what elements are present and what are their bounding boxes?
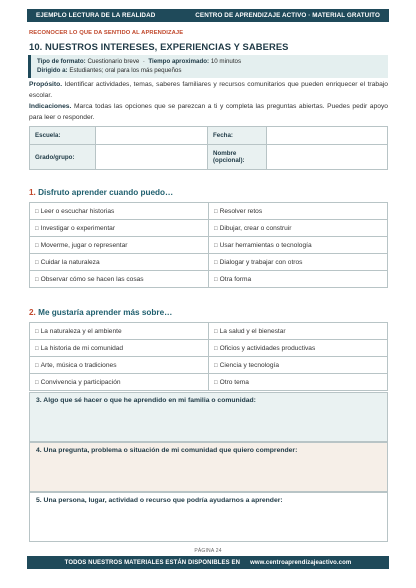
time-label: Tiempo aproximado: [148,58,210,65]
section-1-heading [29,188,173,197]
instructions-text: Marca todas las opciones que se parezcan a ti y completa las preguntas abiertas. Puedes pedir apoyo para leer o responder. [29,103,389,121]
checkbox-icon[interactable]: □ [214,225,218,232]
section-1-option-left[interactable] [30,271,209,288]
time-value: 10 minutos [210,58,242,65]
section-2-number: 2. [29,308,36,317]
section-1-option-label: Leer o escuchar historias [40,207,115,215]
footer-left-text: TODOS NUESTROS MATERIALES ESTÁN DISPONIBLES EN [64,559,241,566]
section-1-option-left[interactable] [30,220,209,237]
audience-label: Dirigido a: [37,67,68,74]
section-1-option-label: Resolver retos [219,207,263,215]
section-2-row [30,340,388,357]
section-1-option-label: Moverme, jugar o representar [40,241,128,249]
checkbox-icon[interactable]: □ [214,208,218,215]
section-2-row [30,323,388,340]
audience-value: Estudiantes; oral para los más pequeños [69,67,182,74]
section-2-heading [29,308,172,317]
checkbox-icon[interactable]: □ [214,328,218,335]
checkbox-icon[interactable]: □ [35,276,39,283]
section-1-number: 1. [29,188,36,197]
section-1-option-label: Usar herramientas o tecnología [219,241,312,249]
format-value: Cuestionario breve [87,58,140,65]
info-box [28,55,388,78]
checkbox-icon[interactable]: □ [35,328,39,335]
section-2-option-right[interactable] [209,340,388,357]
checkbox-icon[interactable]: □ [214,259,218,266]
section-2-option-left[interactable] [30,340,209,357]
section-1-option-label: Investigar o experimentar [40,224,116,232]
instructions-paragraph [29,102,388,123]
separator-dot: · [141,58,147,65]
name-field[interactable] [267,145,388,170]
info-line-2 [37,66,382,75]
instructions-label: Indicaciones. [29,103,72,110]
student-info-form [29,126,388,170]
section-2-options [29,322,388,391]
checkbox-icon[interactable]: □ [35,225,39,232]
checkbox-icon[interactable]: □ [35,379,39,386]
section-2-option-right[interactable] [209,323,388,340]
section-1-option-label: Observar cómo se hacen las cosas [40,275,144,283]
section-2-option-left[interactable] [30,323,209,340]
section-1-option-label: Cuidar la naturaleza [40,258,100,266]
section-1-option-right[interactable] [209,254,388,271]
section-2-option-label: La naturaleza y el ambiente [40,327,122,335]
section-2-option-label: Oficios y actividades productivas [219,344,316,352]
checkbox-icon[interactable]: □ [35,362,39,369]
section-1-option-label: Dibujar, crear o construir [219,224,292,232]
section-2-row [30,374,388,391]
checkbox-icon[interactable]: □ [35,242,39,249]
purpose-label: Propósito. [29,81,63,88]
school-label: Escuela: [30,127,96,145]
checkbox-icon[interactable]: □ [214,345,218,352]
checkbox-icon[interactable]: □ [214,242,218,249]
grade-field[interactable] [96,145,208,170]
question-5-box[interactable] [29,492,388,542]
section-1-option-right[interactable] [209,220,388,237]
section-1-row [30,220,388,237]
page-title: 10. NUESTROS INTERESES, EXPERIENCIAS Y SABERES [29,41,289,52]
name-label: Nombre (opcional): [208,145,267,170]
header-left-text: EJEMPLO LECTURA DE LA REALIDAD [36,12,156,19]
question-4-text: 4. Una pregunta, problema o situación de mi comunidad que quiero comprender: [36,447,298,454]
section-2-option-label: Ciencia y tecnología [219,361,280,369]
section-2-option-label: La salud y el bienestar [219,327,286,335]
section-2-option-label: Otro tema [219,378,249,386]
section-1-row [30,237,388,254]
checkbox-icon[interactable]: □ [35,345,39,352]
top-banner [27,9,389,22]
question-5-text: 5. Una persona, lugar, actividad o recurso que podría ayudarnos a aprender: [36,497,283,504]
school-field[interactable] [96,127,208,145]
question-3-text: 3. Algo que sé hacer o que he aprendido en mi familia o comunidad: [36,397,256,404]
info-line-1 [37,57,382,66]
section-1-option-right[interactable] [209,237,388,254]
question-4-box[interactable] [29,442,388,492]
section-1-option-left[interactable] [30,237,209,254]
checkbox-icon[interactable]: □ [214,362,218,369]
section-2-option-label: La historia de mi comunidad [40,344,124,352]
section-1-option-label: Dialogar y trabajar con otros [219,258,303,266]
purpose-text: Identificar actividades, temas, saberes familiares y recursos comunitarios que pueden enriquecer el trabajo escolar. [29,81,389,99]
section-1-row [30,271,388,288]
grade-label: Grado/grupo: [30,145,96,170]
footer-url[interactable]: www.centroaprendizajeactivo.com [250,559,352,566]
section-1-option-left[interactable] [30,203,209,220]
section-1-row [30,254,388,271]
section-2-title: Me gustaría aprender más sobre… [38,308,173,317]
header-right-text: CENTRO DE APRENDIZAJE ACTIVO · MATERIAL GRATUITO [195,12,380,19]
date-field[interactable] [267,127,388,145]
section-1-option-right[interactable] [209,271,388,288]
section-2-option-left[interactable] [30,357,209,374]
date-label: Fecha: [208,127,267,145]
purpose-paragraph [29,80,388,101]
checkbox-icon[interactable]: □ [214,379,218,386]
section-2-row [30,357,388,374]
section-1-row [30,203,388,220]
section-2-option-right[interactable] [209,357,388,374]
section-2-option-right[interactable] [209,374,388,391]
question-3-box[interactable] [29,392,388,442]
section-2-option-left[interactable] [30,374,209,391]
format-label: Tipo de formato: [37,58,86,65]
kicker-text: RECONOCER LO QUE DA SENTIDO AL APRENDIZAJE [29,30,184,36]
footer-banner [27,556,389,569]
checkbox-icon[interactable]: □ [35,208,39,215]
section-1-option-right[interactable] [209,203,388,220]
checkbox-icon[interactable]: □ [214,276,218,283]
section-2-option-label: Convivencia y participación [40,378,121,386]
section-1-option-label: Otra forma [219,275,252,283]
checkbox-icon[interactable]: □ [35,259,39,266]
section-1-title: Disfruto aprender cuando puedo… [38,188,174,197]
page-number: PÁGINA 24 [194,548,222,554]
section-2-option-label: Arte, música o tradiciones [40,361,117,369]
section-1-options [29,202,388,288]
section-1-option-left[interactable] [30,254,209,271]
